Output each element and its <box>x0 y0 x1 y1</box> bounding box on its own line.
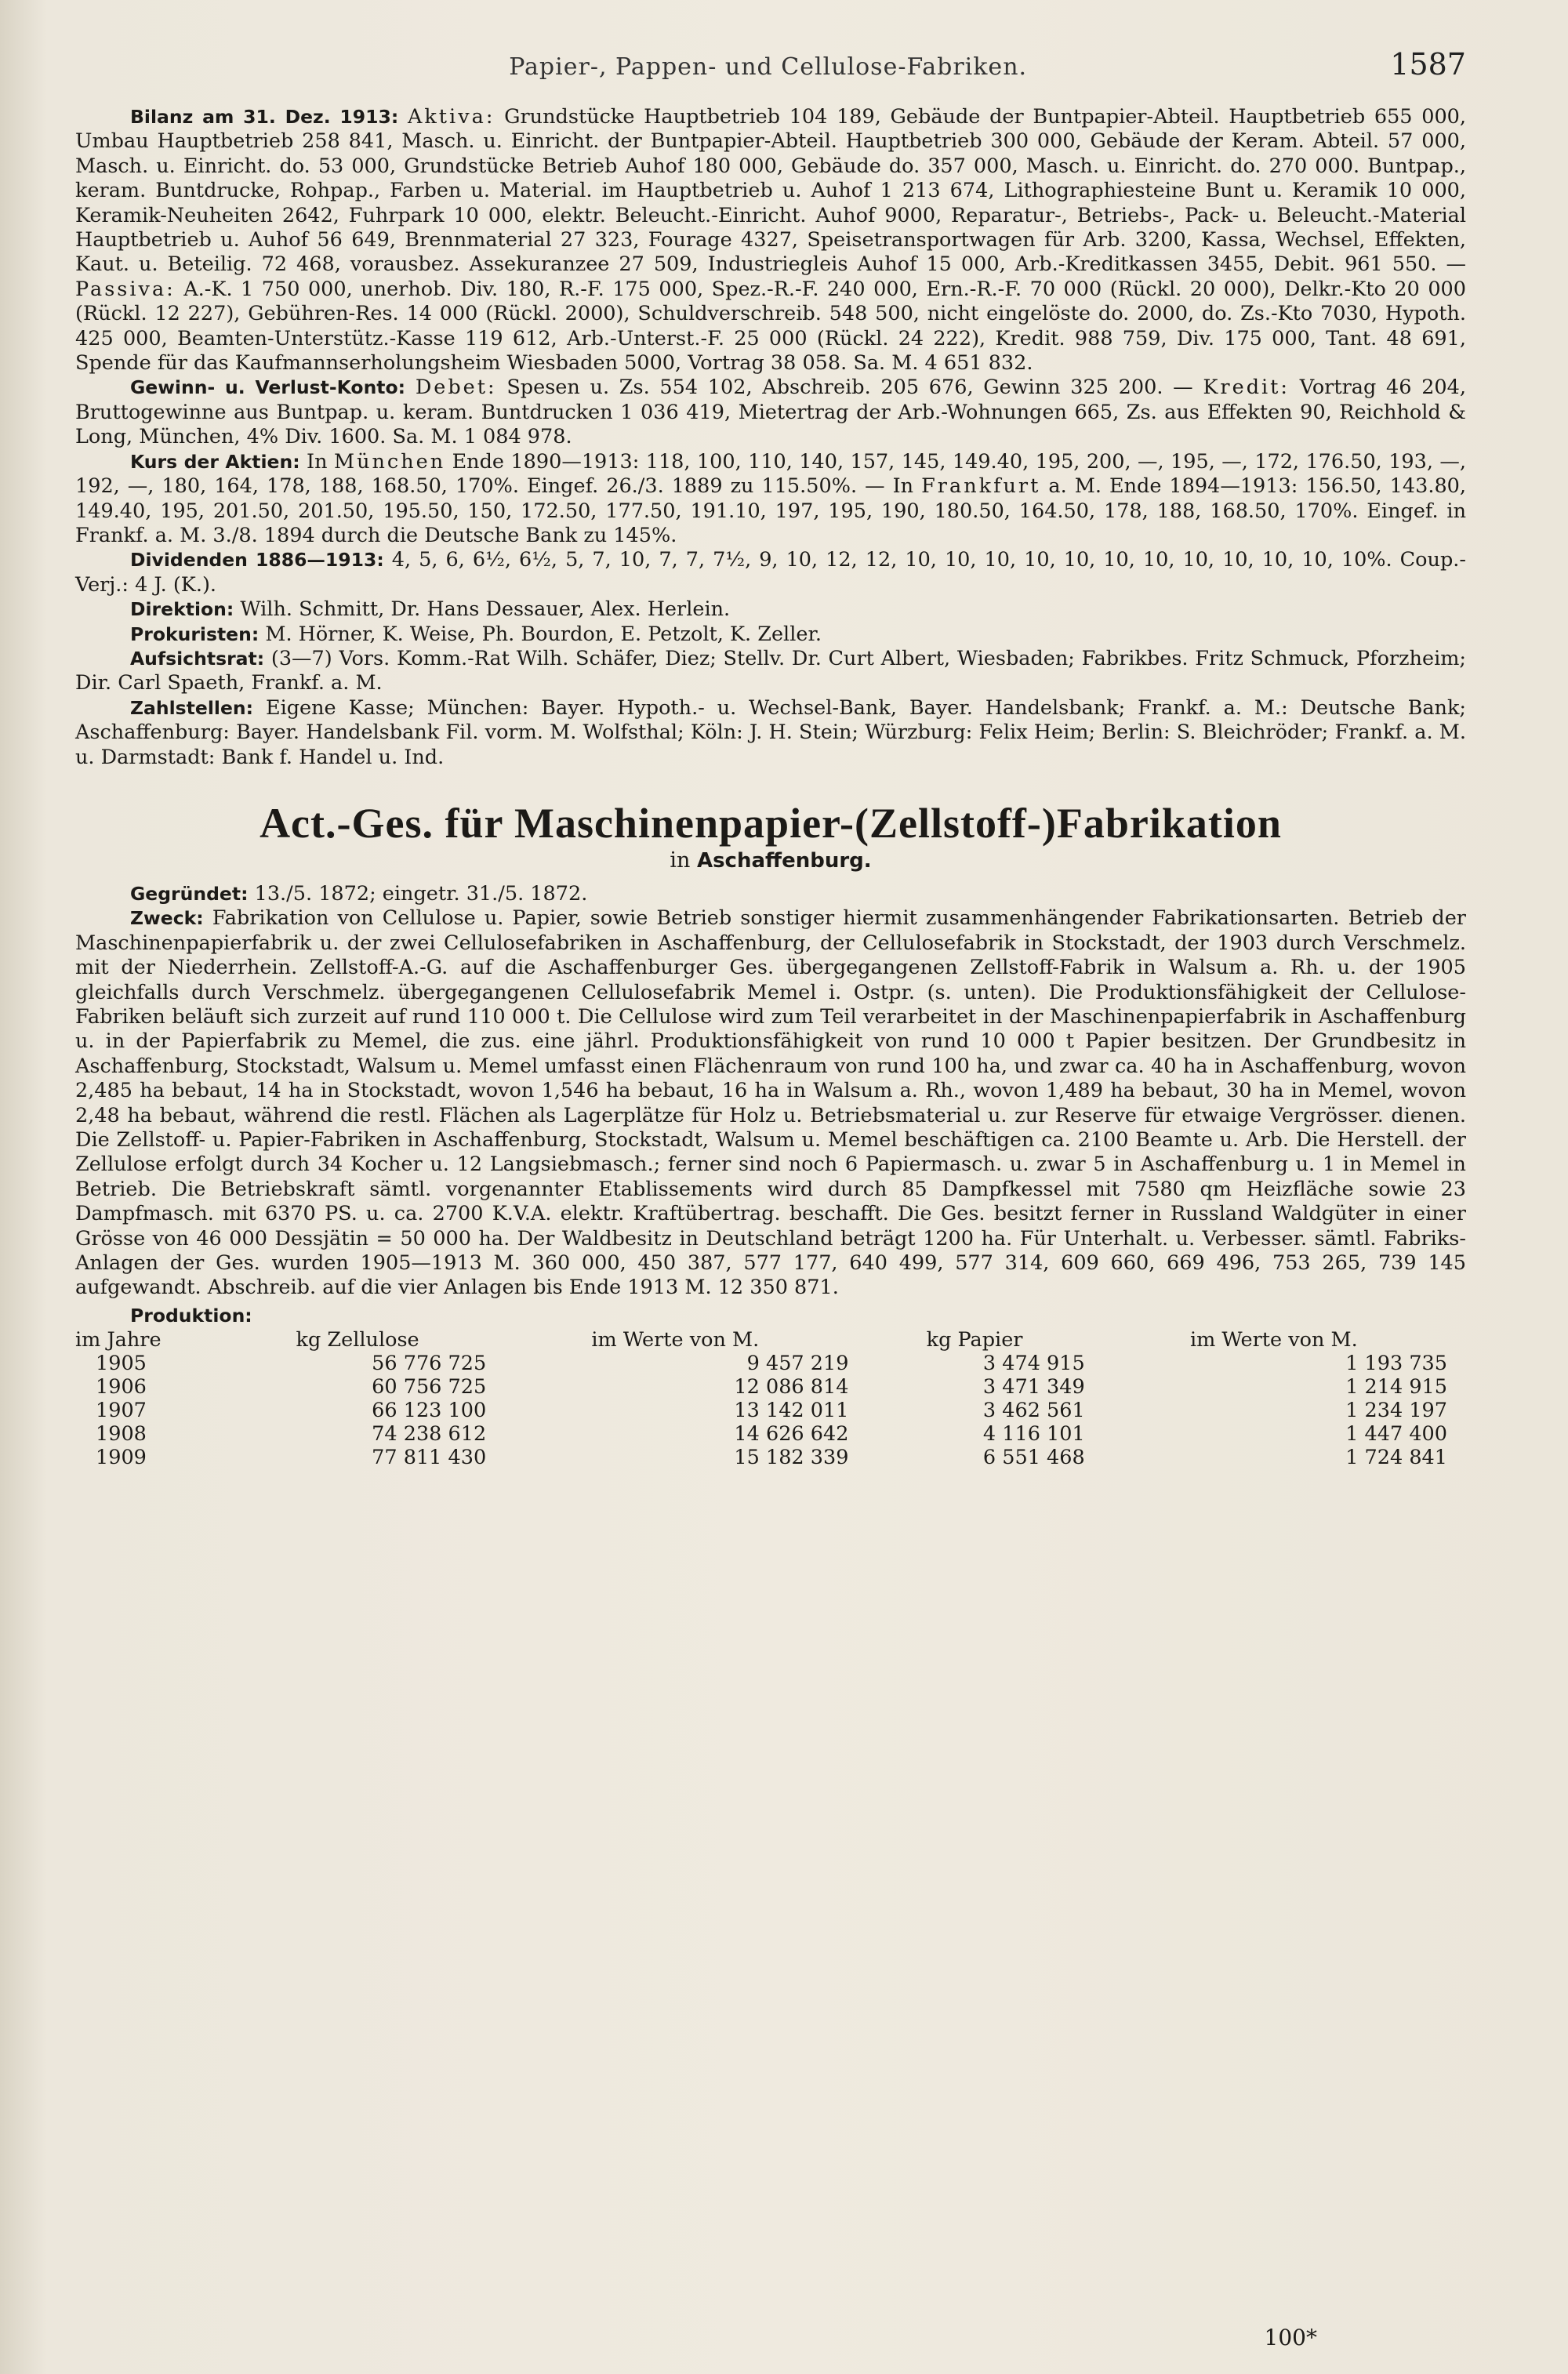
row-year: 1908 <box>96 1421 147 1446</box>
zahlstellen-paragraph <box>75 696 1466 770</box>
row-wert-papier: 1 234 197 <box>1345 1398 1447 1422</box>
kurs-city-muenchen: München <box>333 449 446 474</box>
dividenden-paragraph <box>75 548 1466 597</box>
direktion-label: Direktion: <box>130 598 234 621</box>
row-wert-papier: 1 447 400 <box>1345 1421 1447 1446</box>
direktion-text: Wilh. Schmitt, Dr. Hans Dessauer, Alex. Herlein. <box>240 597 731 622</box>
row-wert-zellulose: 14 626 642 <box>734 1421 849 1446</box>
aufsichtsrat-text: (3—7) Vors. Komm.-Rat Wilh. Schäfer, Diez; Stellv. Dr. Curt Albert, Wiesbaden; Fabrikbes. Fritz Schmuck, Pforzheim; Dir. Carl Spaeth, Frankf. a. M. <box>75 646 1466 695</box>
dividenden-label: Dividenden 1886—1913: <box>130 549 384 572</box>
row-kg-zellulose: 56 776 725 <box>372 1351 487 1375</box>
gegruendet-paragraph <box>75 882 1466 906</box>
table-row <box>75 1422 1455 1446</box>
row-wert-papier: 1 724 841 <box>1345 1445 1447 1469</box>
kurs-text-3: a. M. Ende 1894—1913: 156.50, 143.80, 149.40, 195, 201.50, 201.50, 195.50, 150, 172.50, 177.50, 191.10, 197, 195, 190, 180.50, 164.50, 178, 188, 168.50, 170%. Eingef. in Frankf. a. M. 3./8. 1894 durch die Deutsche Bank zu 145%. <box>75 474 1467 547</box>
row-kg-papier: 3 462 561 <box>982 1398 1085 1422</box>
kredit-label: Kredit: <box>1203 376 1290 400</box>
row-year: 1907 <box>96 1398 147 1422</box>
dividenden-text: 4, 5, 6, 6½, 6½, 5, 7, 10, 7, 7, 7½, 9, 10, 12, 12, 10, 10, 10, 10, 10, 10, 10, 10, 10, 10, 10, 10%. Coup.-Verj.: 4 J. (K.). <box>75 548 1467 597</box>
bilanz-label: Bilanz am 31. Dez. 1913: <box>130 106 399 128</box>
row-kg-zellulose: 66 123 100 <box>372 1398 487 1422</box>
debet-label: Debet: <box>415 376 497 400</box>
row-wert-zellulose: 15 182 339 <box>734 1445 849 1469</box>
production-table <box>75 1328 1455 1469</box>
aktiva-text: Grundstücke Hauptbetrieb 104 189, Gebäude der Buntpapier-Abteil. Hauptbetrieb 655 000, Umbau Hauptbetrieb 258 841, Masch. u. Einricht. der Buntpapier-Abteil. Hauptbetrieb 300 000, Gebäude der Keram. Abteil. 57 000, Masch. u. Einricht. do. 53 000, Grundstücke Betrieb Auhof 180 000, Gebäude do. 357 000, Masch. u. Einricht. do. 270 000. Buntpap., keram. Buntdrucke, Rohpap., Farben u. Material. im Hauptbetrieb u. Auhof 1 213 674, Lithographiesteine Bunt u. Keramik 10 000, Keramik-Neuheiten 2642, Fuhrpark 10 000, elektr. Beleucht.-Einricht. Auhof 9000, Reparatur-, Betriebs-, Pack- u. Beleucht.-Material Hauptbetrieb u. Auhof 56 649, Brennmaterial 27 323, Fourage 4327, Speisetransportwagen für Arb. 3200, Kassa, Wechsel, Effekten, Kaut. u. Beteilig. 72 468, vorausbez. Assekuranzee 27 509, Industriegleis Auhof 15 000, Arb.-Kreditkassen 3455, Debit. 961 550. — <box>75 105 1467 277</box>
table-row <box>75 1446 1455 1469</box>
header-year: im Jahre <box>75 1327 162 1352</box>
prokuristen-paragraph <box>75 623 1466 647</box>
passiva-text: A.-K. 1 750 000, unerhob. Div. 180, R.-F. 175 000, Spez.-R.-F. 240 000, Ern.-R.-F. 70 000 (Rückl. 20 000), Delkr.-Kto 20 000 (Rückl. 12 227), Gebühren-Res. 14 000 (Rückl. 2000), Schuldverschreib. 548 500, nicht eingelöste do. 2000, do. Zs.-Kto 7030, Hypoth. 425 000, Beamten-Unterstütz.-Kasse 119 612, Arb.-Unterst.-F. 25 000 (Rückl. 24 222), Kredit. 988 759, Div. 175 000, Tant. 48 691, Spende für das Kaufmannserholungsheim Wiesbaden 5000, Vortrag 38 058. Sa. M. 4 651 832. <box>75 277 1466 376</box>
zweck-text: Fabrikation von Cellulose u. Papier, sowie Betrieb sonstiger hiermit zusammenhängender Fabrikationsarten. Betrieb der Maschinenpapierfabrik u. der zwei Cellulosefabriken in Aschaffenburg, der Cellulosefabrik in Stockstadt, der 1903 durch Verschmelz. mit der Niederrhein. Zellstoff-A.-G. auf die Aschaffenburger Ges. übergegangenen Zellstoff-Fabrik in Walsum a. Rh. u. der 1905 gleichfalls durch Verschmelz. übergegangenen Cellulosefabrik Memel i. Ostpr. (s. unten). Die Produktionsfähigkeit der Cellulose-Fabriken beläuft sich zurzeit auf rund 110 000 t. Die Cellulose wird zum Teil verarbeitet in der Maschinenpapierfabrik in Aschaffenburg u. in der Papierfabrik zu Memel, die zus. eine jährl. Produktionsfähigkeit von rund 10 000 t Papier besitzen. Der Grundbesitz in Aschaffenburg, Stockstadt, Walsum u. Memel umfasst einen Flächenraum von rund 100 ha, und zwar ca. 40 ha in Aschaffenburg, wovon 2,485 ha bebaut, 14 ha in Stockstadt, wovon 1,546 ha bebaut, 16 ha in Walsum a. Rh., wovon 1,489 ha bebaut, 30 ha in Memel, wovon 2,48 ha bebaut, während die restl. Flächen als Lagerplätze für Holz u. Betriebsmaterial u. zur Reserve für etwaige Vergrösser. dienen. Die Zellstoff- u. Papier-Fabriken in Aschaffenburg, Stockstadt, Walsum u. Memel beschäftigen ca. 2100 Beamte u. Arb. Die Herstell. der Zellulose erfolgt durch 34 Kocher u. 12 Langsiebmasch.; ferner sind noch 6 Papiermasch. u. zwar 5 in Aschaffenburg u. 1 in Memel in Betrieb. Die Betriebskraft sämtl. vorgenannter Etablissements wird durch 85 Dampfkessel mit 7580 qm Heizfläche sowie 23 Dampfmasch. mit 6370 PS. u. ca. 2700 K.V.A. elektr. Kraftübertrag. beschafft. Die Ges. besitzt ferner in Russland Waldgüter in einer Grösse von 46 000 Dessjätin = 50 000 ha. Der Waldbesitz in Deutschland beträgt 1200 ha. Für Unterhalt. u. Verbesser. sämtl. Fabriks-Anlagen der Ges. wurden 1905—1913 M. 360 000, 450 387, 577 177, 640 499, 577 314, 609 660, 669 496, 753 265, 739 145 aufgewandt. Abschreib. auf die vier Anlagen bis Ende 1913 M. 12 350 871. <box>75 906 1467 1300</box>
produktion-label: Produktion: <box>130 1304 252 1327</box>
zahlstellen-text: Eigene Kasse; München: Bayer. Hypoth.- u. Wechsel-Bank, Bayer. Handelsbank; Frankf. a. M.: Deutsche Bank; Aschaffenburg: Bayer. Handelsbank Fil. vorm. M. Wolfsthal; Köln: J. H. Stein; Würzburg: Felix Heim; Berlin: S. Bleichröder; Frankf. a. M. u. Darmstadt: Bank f. Handel u. Ind. <box>75 695 1466 769</box>
production-table-header <box>75 1328 1455 1352</box>
row-year: 1909 <box>96 1445 147 1469</box>
row-wert-zellulose: 12 086 814 <box>734 1374 849 1399</box>
zahlstellen-label: Zahlstellen: <box>130 696 254 719</box>
zweck-paragraph <box>75 906 1466 1301</box>
header-wert-zellulose: im Werte von M. <box>591 1327 760 1352</box>
kurs-paragraph <box>75 450 1466 549</box>
row-kg-zellulose: 74 238 612 <box>372 1421 487 1446</box>
row-kg-papier: 3 471 349 <box>982 1374 1085 1399</box>
bilanz-paragraph <box>75 105 1466 376</box>
row-wert-papier: 1 214 915 <box>1345 1374 1447 1399</box>
prokuristen-text: M. Hörner, K. Weise, Ph. Bourdon, E. Petzolt, K. Zeller. <box>265 622 822 646</box>
table-row <box>75 1375 1455 1399</box>
row-kg-papier: 6 551 468 <box>982 1445 1085 1469</box>
row-wert-zellulose: 9 457 219 <box>746 1351 849 1375</box>
company-location <box>75 848 1466 873</box>
row-kg-zellulose: 77 811 430 <box>372 1445 487 1469</box>
kredit-text: Vortrag 46 204, Bruttogewinne aus Buntpap. u. keram. Buntdrucken 1 036 419, Mietertrag der Arb.-Wohnungen 665, Zs. aus Effekten 90, Reichhold & Long, München, 4% Div. 1600. Sa. M. 1 084 978. <box>75 376 1466 449</box>
row-kg-papier: 3 474 915 <box>982 1351 1085 1375</box>
table-row <box>75 1352 1455 1375</box>
produktion-heading <box>75 1304 1466 1328</box>
table-row <box>75 1399 1455 1422</box>
row-kg-zellulose: 60 756 725 <box>372 1374 487 1399</box>
header-kg-zellulose: kg Zellulose <box>296 1327 419 1352</box>
debet-text: Spesen u. Zs. 554 102, Abschreib. 205 676, Gewinn 325 200. — <box>506 376 1193 400</box>
aufsichtsrat-paragraph <box>75 647 1466 696</box>
gegruendet-text: 13./5. 1872; eingetr. 31./5. 1872. <box>254 881 588 906</box>
aktiva-label: Aktiva: <box>407 105 495 129</box>
row-wert-zellulose: 13 142 011 <box>734 1398 849 1422</box>
kurs-label: Kurs der Aktien: <box>130 450 300 473</box>
guv-label: Gewinn- u. Verlust-Konto: <box>130 376 406 399</box>
kurs-text-1: In <box>307 449 328 474</box>
aufsichtsrat-label: Aufsichtsrat: <box>130 647 265 670</box>
company-title: Act.-Ges. für Maschinenpapier-(Zellstoff-)Fabrikation <box>260 799 1282 847</box>
kurs-text-2: Ende 1890—1913: 118, 100, 110, 140, 157, 145, 149.40, 195, 200, —, 195, —, 172, 176.50, 193, —, 192, —, 180, 164, 178, 188, 168.50, 170%. Eingef. 26./3. 1889 zu 115.50%. — In <box>75 449 1466 499</box>
prokuristen-label: Prokuristen: <box>130 623 260 645</box>
row-year: 1906 <box>96 1374 147 1399</box>
running-title: Papier-, Pappen- und Cellulose-Fabriken. <box>509 53 1028 81</box>
sheet-signature: 100* <box>1264 2325 1317 2350</box>
row-wert-papier: 1 193 735 <box>1345 1351 1447 1375</box>
page-header <box>75 47 1466 82</box>
company-location-place: Aschaffenburg. <box>696 848 872 873</box>
header-wert-papier: im Werte von M. <box>1189 1327 1358 1352</box>
page-number: 1587 <box>1390 47 1466 82</box>
header-kg-papier: kg Papier <box>926 1327 1023 1352</box>
gegruendet-label: Gegründet: <box>130 882 249 905</box>
direktion-paragraph <box>75 597 1466 622</box>
guv-paragraph <box>75 376 1466 449</box>
kurs-city-frankfurt: Frankfurt <box>921 474 1041 499</box>
row-kg-papier: 4 116 101 <box>982 1421 1085 1446</box>
passiva-label: Passiva: <box>75 277 176 301</box>
row-year: 1905 <box>96 1351 147 1375</box>
company-location-in: in <box>670 848 691 873</box>
zweck-label: Zweck: <box>130 907 204 930</box>
